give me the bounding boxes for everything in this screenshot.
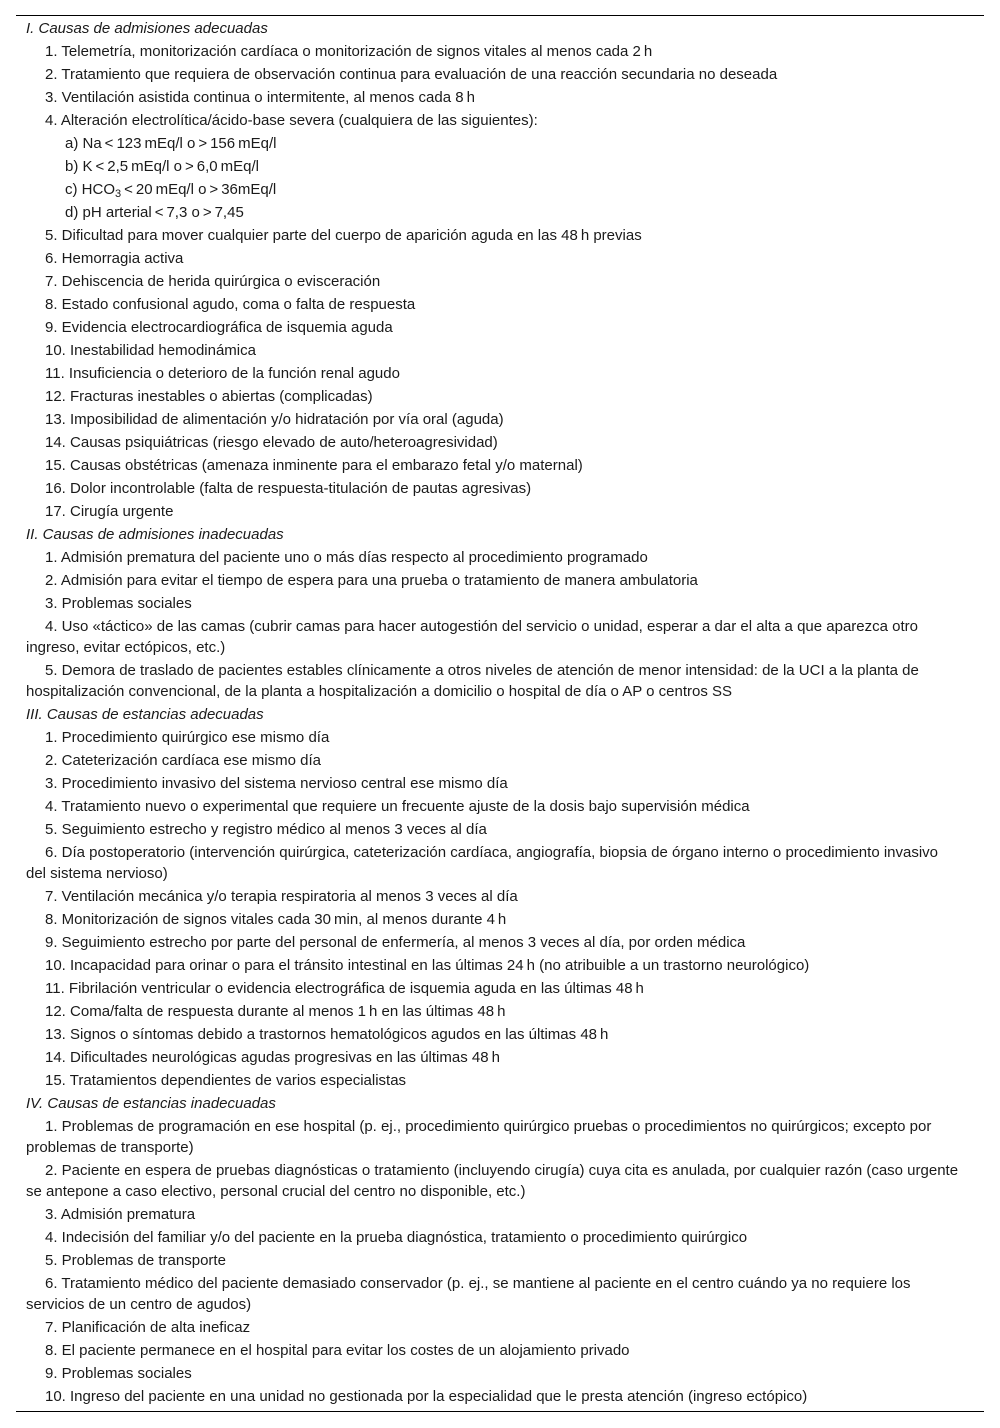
section-title: IV. Causas de estancias inadecuadas xyxy=(26,1095,276,1112)
list-item: 4. Indecisión del familiar y/o del paciente en la prueba diagnóstica, tratamiento o procedimiento quirúrgico xyxy=(45,1229,748,1246)
list-item: 10. Ingreso del paciente en una unidad no gestionada por la especialidad que le presta atención (ingreso ectópico) xyxy=(45,1388,808,1405)
list-item: 11. Fibrilación ventricular o evidencia electrográfica de isquemia aguda en las últimas 48 h xyxy=(45,980,644,997)
list-item: 9. Evidencia electrocardiográfica de isquemia aguda xyxy=(45,319,393,336)
list-item-text: 6. Día postoperatorio (intervención quirúrgica, cateterización cardíaca, angiografía, biopsia de órgano interno o procedimiento invasivo del sistema nervioso) xyxy=(26,844,943,882)
list-item: 2. Tratamiento que requiera de observación continua para evaluación de una reacción secundaria no deseada xyxy=(45,66,778,83)
list-item: 15. Tratamientos dependientes de varios especialistas xyxy=(45,1072,407,1089)
sub-item: b) K < 2,5 mEq/l o > 6,0 mEq/l xyxy=(65,158,259,175)
list-item: 6. Hemorragia activa xyxy=(45,250,184,267)
list-item: 4. Tratamiento nuevo o experimental que requiere un frecuente ajuste de la dosis bajo supervisión médica xyxy=(45,798,750,815)
list-item-text: 1. Problemas de programación en ese hospital (p. ej., procedimiento quirúrgico pruebas o procedimientos no quirúrgicos; excepto por problemas de transporte) xyxy=(26,1118,936,1156)
list-item-text: 2. Paciente en espera de pruebas diagnósticas o tratamiento (incluyendo cirugía) cuya cita es anulada, por cualquier razón (caso urgente se antepone a caso electivo, personal crucial del centro no disponible, etc.) xyxy=(26,1162,963,1200)
table-top-rule xyxy=(16,15,984,16)
list-item: 4. Alteración electrolítica/ácido-base severa (cualquiera de las siguientes): xyxy=(45,112,538,129)
list-item: 1. Admisión prematura del paciente uno o más días respecto al procedimiento programado xyxy=(45,549,648,566)
sub-item-text: < 20 mEq/l o > 36mEq/l xyxy=(121,181,277,198)
sub-item: d) pH arterial < 7,3 o > 7,45 xyxy=(65,204,244,221)
list-item-text: 6. Tratamiento médico del paciente demasiado conservador (p. ej., se mantiene al paciente en el centro cuándo ya no requiere los servicios de un centro de agudos) xyxy=(26,1275,915,1313)
list-item: 14. Causas psiquiátricas (riesgo elevado de auto/heteroagresividad) xyxy=(45,434,498,451)
sub-item: a) Na < 123 mEq/l o > 156 mEq/l xyxy=(65,135,277,152)
list-item-text: 4. Uso «táctico» de las camas (cubrir camas para hacer autogestión del servicio o unidad, esperar a dar el alta a que aparezca otro ingreso, evitar ectópicos, etc.) xyxy=(26,618,923,656)
list-item: 1. Telemetría, monitorización cardíaca o monitorización de signos vitales al menos cada 2 h xyxy=(45,43,653,60)
list-item xyxy=(26,615,962,659)
list-item: 7. Ventilación mecánica y/o terapia respiratoria al menos 3 veces al día xyxy=(45,888,518,905)
list-item: 3. Ventilación asistida continua o intermitente, al menos cada 8 h xyxy=(45,89,475,106)
list-item: 5. Problemas de transporte xyxy=(45,1252,226,1269)
list-item: 10. Inestabilidad hemodinámica xyxy=(45,342,256,359)
list-item xyxy=(26,1272,962,1316)
list-item: 14. Dificultades neurológicas agudas progresivas en las últimas 48 h xyxy=(45,1049,500,1066)
list-item: 3. Problemas sociales xyxy=(45,595,192,612)
list-item: 11. Insuficiencia o deterioro de la función renal agudo xyxy=(45,365,400,382)
list-item: 3. Admisión prematura xyxy=(45,1206,196,1223)
list-item-text: 5. Demora de traslado de pacientes estables clínicamente a otros niveles de atención de menor intensidad: de la UCI a la planta de hospitalización convencional, de la planta a hospitalización a domicilio o hospital de día o AP o centros SS xyxy=(26,662,924,700)
list-item: 9. Problemas sociales xyxy=(45,1365,192,1382)
list-item: 17. Cirugía urgente xyxy=(45,503,174,520)
section-title: III. Causas de estancias adecuadas xyxy=(26,706,264,723)
sub-item xyxy=(26,178,962,201)
list-item: 9. Seguimiento estrecho por parte del personal de enfermería, al menos 3 veces al día, por orden médica xyxy=(45,934,746,951)
table-bottom-rule xyxy=(16,1411,984,1412)
section-title: II. Causas de admisiones inadecuadas xyxy=(26,526,284,543)
list-item: 7. Planificación de alta ineficaz xyxy=(45,1319,251,1336)
subscript: 3 xyxy=(115,188,122,200)
list-item: 13. Signos o síntomas debido a trastornos hematológicos agudos en las últimas 48 h xyxy=(45,1026,609,1043)
list-item: 2. Cateterización cardíaca ese mismo día xyxy=(45,752,321,769)
sub-item-text: c) HCO xyxy=(65,181,115,198)
list-item: 5. Seguimiento estrecho y registro médico al menos 3 veces al día xyxy=(45,821,487,838)
list-item: 16. Dolor incontrolable (falta de respuesta-titulación de pautas agresivas) xyxy=(45,480,532,497)
list-item: 10. Incapacidad para orinar o para el tránsito intestinal en las últimas 24 h (no atribuible a un trastorno neurológico) xyxy=(45,957,810,974)
list-item: 1. Procedimiento quirúrgico ese mismo día xyxy=(45,729,330,746)
list-item: 2. Admisión para evitar el tiempo de espera para una prueba o tratamiento de manera ambulatoria xyxy=(45,572,698,589)
list-item: 13. Imposibilidad de alimentación y/o hidratación por vía oral (aguda) xyxy=(45,411,504,428)
list-item: 7. Dehiscencia de herida quirúrgica o evisceración xyxy=(45,273,381,290)
section-title: I. Causas de admisiones adecuadas xyxy=(26,20,268,37)
list-item: 5. Dificultad para mover cualquier parte del cuerpo de aparición aguda en las 48 h previas xyxy=(45,227,642,244)
list-item: 8. Estado confusional agudo, coma o falta de respuesta xyxy=(45,296,416,313)
list-item: 15. Causas obstétricas (amenaza inminente para el embarazo fetal y/o maternal) xyxy=(45,457,583,474)
list-item: 12. Coma/falta de respuesta durante al menos 1 h en las últimas 48 h xyxy=(45,1003,506,1020)
list-item xyxy=(26,841,962,885)
list-item: 8. El paciente permanece en el hospital para evitar los costes de un alojamiento privado xyxy=(45,1342,630,1359)
list-item: 12. Fracturas inestables o abiertas (complicadas) xyxy=(45,388,373,405)
list-item xyxy=(26,1159,962,1203)
list-item: 8. Monitorización de signos vitales cada 30 min, al menos durante 4 h xyxy=(45,911,507,928)
list-item xyxy=(26,659,962,703)
list-item xyxy=(26,1115,962,1159)
criteria-table xyxy=(26,17,962,1408)
list-item: 3. Procedimiento invasivo del sistema nervioso central ese mismo día xyxy=(45,775,508,792)
